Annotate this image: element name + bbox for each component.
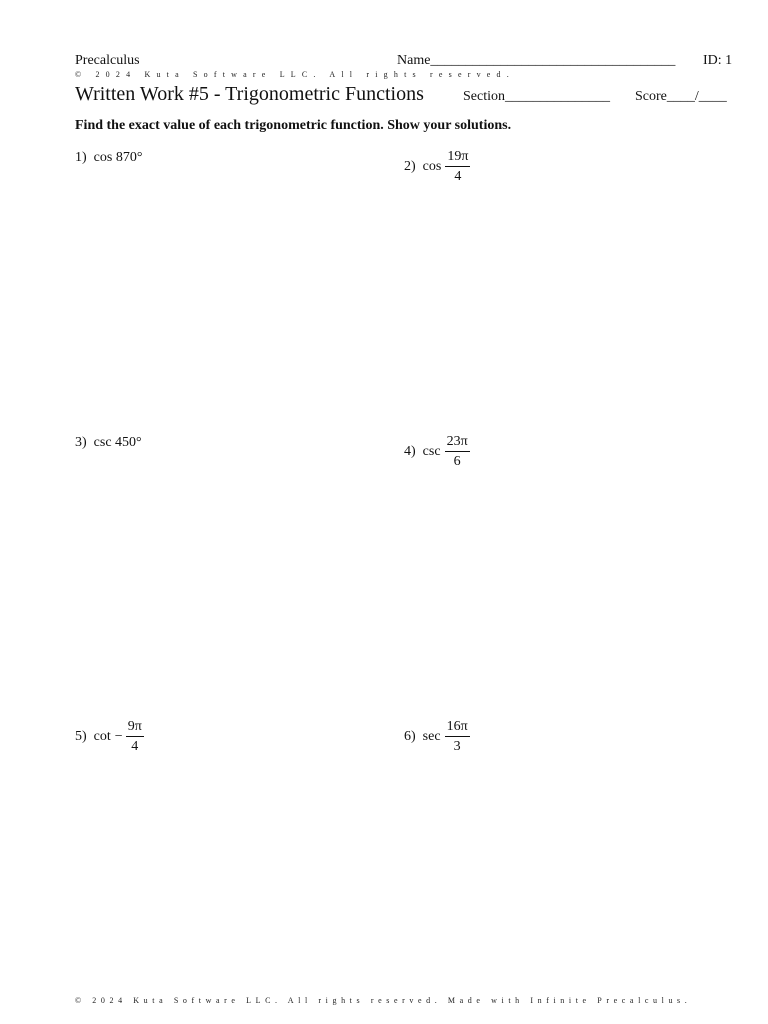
problem-expression: csc 450° bbox=[93, 435, 142, 450]
trig-function: cos bbox=[422, 159, 442, 174]
trig-function: csc bbox=[422, 444, 441, 459]
fraction bbox=[445, 150, 470, 184]
copyright-notice-top: © 2024 Kuta Software LLC. All rights reserved. bbox=[75, 70, 515, 79]
fraction-denominator: 3 bbox=[453, 739, 461, 754]
fraction bbox=[126, 720, 144, 754]
problem-number: 1) bbox=[75, 150, 87, 165]
problem-number: 2) bbox=[404, 159, 416, 174]
score-field: Score____/____ bbox=[635, 89, 727, 104]
fraction-numerator: 23π bbox=[445, 435, 470, 452]
problem-number: 5) bbox=[75, 729, 87, 744]
trig-function: sec bbox=[422, 729, 441, 744]
problem-1 bbox=[75, 150, 142, 166]
copyright-notice-bottom: © 2024 Kuta Software LLC. All rights reserved. Made with Infinite Precalculus. bbox=[75, 996, 692, 1005]
worksheet-id: ID: 1 bbox=[703, 53, 733, 68]
problem-5 bbox=[75, 720, 144, 754]
problem-number: 4) bbox=[404, 444, 416, 459]
problem-number: 6) bbox=[404, 729, 416, 744]
fraction-numerator: 9π bbox=[126, 720, 144, 737]
problem-2 bbox=[404, 150, 470, 184]
problem-3 bbox=[75, 435, 142, 451]
problem-6 bbox=[404, 720, 470, 754]
fraction bbox=[445, 435, 470, 469]
fraction-numerator: 19π bbox=[445, 150, 470, 167]
problem-expression: cos 870° bbox=[93, 150, 143, 165]
problem-4 bbox=[404, 435, 470, 469]
fraction bbox=[445, 720, 470, 754]
fraction-numerator: 16π bbox=[445, 720, 470, 737]
fraction-denominator: 4 bbox=[131, 739, 139, 754]
student-name-field: Name___________________________________ bbox=[397, 53, 676, 68]
negative-sign: − bbox=[114, 729, 123, 744]
section-field: Section_______________ bbox=[463, 89, 610, 104]
fraction-denominator: 4 bbox=[454, 169, 462, 184]
trig-function: cot bbox=[93, 729, 111, 744]
worksheet-title: Written Work #5 - Trigonometric Functions bbox=[75, 83, 424, 105]
course-name: Precalculus bbox=[75, 53, 140, 68]
instructions: Find the exact value of each trigonometric function. Show your solutions. bbox=[75, 118, 512, 133]
problem-number: 3) bbox=[75, 435, 87, 450]
fraction-denominator: 6 bbox=[453, 454, 461, 469]
